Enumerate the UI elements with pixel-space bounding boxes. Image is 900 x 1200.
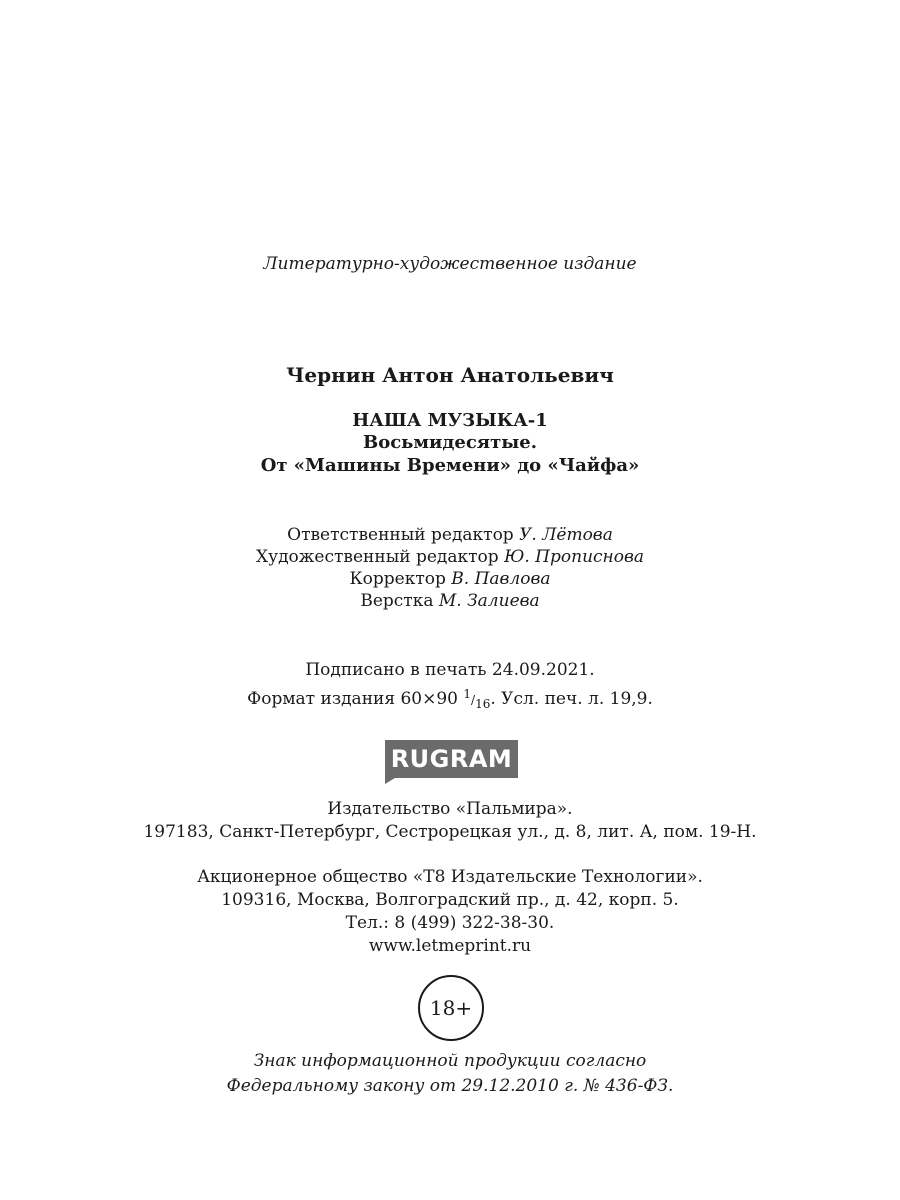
credit-role: Корректор	[349, 569, 446, 589]
book-title-line1: НАША МУЗЫКА-1	[352, 410, 548, 431]
credit-role: Ответственный редактор	[287, 525, 514, 545]
rugram-logo: RUGRAM	[385, 740, 518, 778]
fraction-denominator: 16	[475, 697, 491, 711]
printer-website: www.letmeprint.ru	[368, 936, 532, 956]
format-suffix: . Усл. печ. л. 19,9.	[490, 689, 653, 709]
credit-line	[0, 590, 900, 612]
fraction-numerator: 1	[463, 687, 472, 701]
printer-address: 109316, Москва, Волгоградский пр., д. 42, корп. 5.	[221, 890, 679, 910]
format-info	[0, 683, 900, 715]
printer-phone: Тел.: 8 (499) 322-38-30.	[345, 913, 555, 933]
age-rating-badge: 18+	[418, 975, 484, 1041]
book-title-line2: Восьмидесятые.	[362, 432, 537, 453]
credit-person: В. Павлова	[451, 569, 551, 589]
credit-person: У. Лётова	[519, 525, 613, 545]
credit-line	[0, 568, 900, 590]
author-name: Чернин Антон Анатольевич	[286, 363, 614, 387]
format-prefix: Формат издания 60×90	[247, 689, 464, 709]
book-title-line3: От «Машины Времени» до «Чайфа»	[260, 455, 640, 476]
credit-role: Верстка	[360, 591, 434, 611]
rugram-logo-tab	[385, 778, 395, 784]
publisher-address: 197183, Санкт-Петербург, Сестрорецкая ул., д. 8, лит. А, пом. 19-Н.	[143, 822, 757, 842]
credit-person: Ю. Прописнова	[504, 547, 644, 567]
edition-type: Литературно-художественное издание	[263, 254, 637, 274]
printer-name: Акционерное общество «Т8 Издательские Технологии».	[197, 867, 703, 887]
credit-line	[0, 546, 900, 568]
format-fraction: 1/16	[463, 687, 491, 711]
law-notice-line1: Знак информационной продукции согласно	[253, 1051, 647, 1071]
credit-role: Художественный редактор	[255, 547, 499, 567]
signed-to-print: Подписано в печать 24.09.2021.	[305, 660, 595, 680]
law-notice-line2: Федеральному закону от 29.12.2010 г. № 436-ФЗ.	[226, 1076, 674, 1096]
publisher-name: Издательство «Пальмира».	[327, 799, 573, 819]
credit-line	[0, 524, 900, 546]
credit-person: М. Залиева	[438, 591, 540, 611]
